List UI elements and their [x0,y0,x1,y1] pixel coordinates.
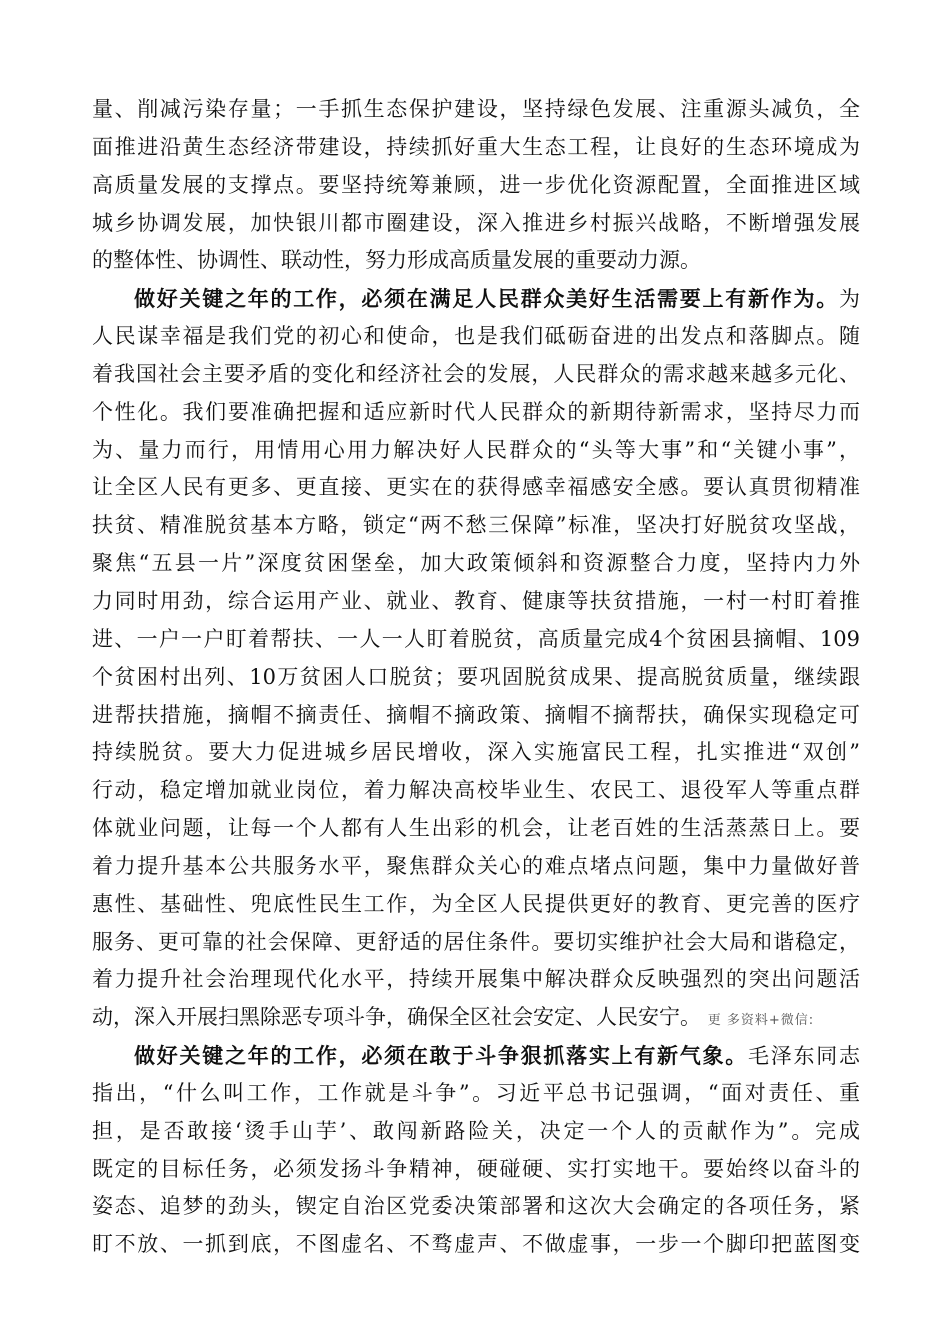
text-line: 着力提升社会治理现代化水平，持续开展集中解决群众反映强烈的突出问题活 [92,967,860,992]
paragraph-heading: 做好关键之年的工作，必须在满足人民群众美好生活需要上有新作为。 [134,286,839,312]
paragraph-first-line [92,280,860,318]
text-line: 面推进沿黄生态经济带建设，持续抓好重大生态工程，让良好的生态环境成为 [92,134,860,159]
paragraph-heading: 做好关键之年的工作，必须在敢于斗争狠抓落实上有新气象。 [134,1043,749,1069]
text-line: 体就业问题，让每一个人都有人生出彩的机会，让老百姓的生活蒸蒸日上。要 [92,816,860,841]
text-line: 高质量发展的支撑点。要坚持统筹兼顾，进一步优化资源配置，全面推进区域 [92,172,860,197]
text-line: 的整体性、协调性、联动性，努力形成高质量发展的重要动力源。 [92,248,701,273]
text-line: 进帮扶措施，摘帽不摘责任、摘帽不摘政策、摘帽不摘帮扶，确保实现稳定可 [92,702,860,727]
text-fragment: 毛泽东同志 [748,1044,860,1069]
text-line: 惠性、基础性、兜底性民生工作，为全区人民提供更好的教育、更完善的医疗 [92,891,860,916]
paragraph-ecology [92,91,860,280]
text-line: 人民谋幸福是我们党的初心和使命，也是我们砥砺奋进的出发点和落脚点。随 [92,324,860,349]
text-line: 行动，稳定增加就业岗位，着力解决高校毕业生、农民工、退役军人等重点群 [92,778,860,803]
text-line: 力同时用劲，综合运用产业、就业、教育、健康等扶贫措施，一村一村盯着推 [92,588,860,613]
text-line: 个贫困村出列、10万贫困人口脱贫；要巩固脱贫成果、提高脱贫质量，继续跟 [92,664,860,689]
text-line: 个性化。我们要准确把握和适应新时代人民群众的新期待新需求，坚持尽力而 [92,399,860,424]
text-line: 着力提升基本公共服务水平，聚焦群众关心的难点堵点问题，集中力量做好普 [92,853,860,878]
text-line: 持续脱贫。要大力促进城乡居民增收，深入实施富民工程，扎实推进“双创” [92,740,860,765]
text-line: 着我国社会主要矛盾的变化和经济社会的发展，人民群众的需求越来越多元化、 [92,361,860,386]
text-line: 进、一户一户盯着帮扶、一人一人盯着脱贫，高质量完成4个贫困县摘帽、109 [92,626,860,651]
text-line: 指出，“什么叫工作，工作就是斗争”。习近平总书记强调，“面对责任、重 [92,1080,860,1105]
paragraph-first-line [92,1037,860,1075]
text-line: 城乡协调发展，加快银川都市圈建设，深入推进乡村振兴战略，不断增强发展 [92,210,860,235]
text-line: 既定的目标任务，必须发扬斗争精神，硬碰硬、实打实地干。要始终以奋斗的 [92,1156,860,1181]
document-body [92,91,860,1264]
text-line: 让全区人民有更多、更直接、更实在的获得感幸福感安全感。要认真贯彻精准 [92,475,860,500]
text-fragment: 动，深入开展扫黑除恶专项斗争，确保全区社会安定、人民安宁。 [92,1005,701,1030]
paragraph-livelihood [92,280,860,1037]
paragraph-struggle [92,1037,860,1264]
text-line: 为、量力而行，用情用心用力解决好人民群众的“头等大事”和“关键小事”， [92,437,860,462]
text-line: 姿态、追梦的劲头，锲定自治区党委决策部署和这次大会确定的各项任务，紧 [92,1194,860,1219]
text-fragment: 为 [839,287,860,312]
text-line: 服务、更可靠的社会保障、更舒适的居住条件。要切实维护社会大局和谐稳定， [92,929,860,954]
text-line: 扶贫、精准脱贫基本方略，锁定“两不愁三保障”标准，坚决打好脱贫攻坚战， [92,513,860,538]
watermark-note: 更 多资料+微信: [707,1013,815,1029]
text-line: 担，是否敢接‘烫手山芋’、敢闯新路险关，决定一个人的贡献作为”。完成 [92,1118,860,1143]
text-line [92,999,860,1037]
text-line: 量、削减污染存量；一手抓生态保护建设，坚持绿色发展、注重源头减负，全 [92,97,860,121]
text-line: 聚焦“五县一片”深度贫困堡垒，加大政策倾斜和资源整合力度，坚持内力外 [92,551,860,576]
text-line: 盯不放、一抓到底，不图虚名、不骛虚声、不做虚事，一步一个脚印把蓝图变 [92,1232,860,1257]
